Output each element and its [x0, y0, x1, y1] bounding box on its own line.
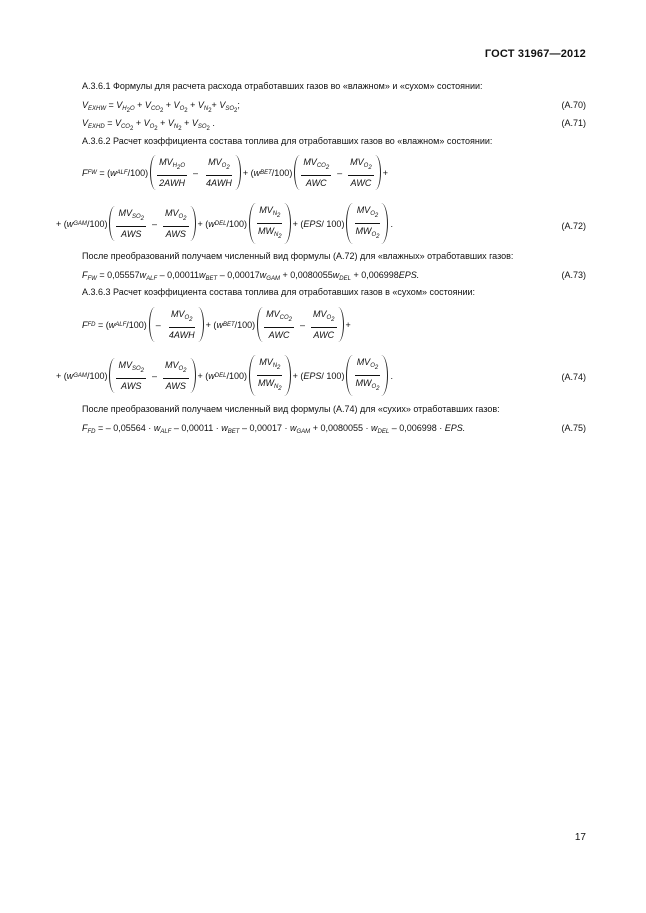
- equation-number-a75: (А.75): [561, 423, 586, 433]
- equation-number-a74: (А.74): [561, 372, 586, 382]
- formula-a74-line1: F FD = ( w ALF /100) – $\frac{MV_{O_2}}{\text{4AWH}}$ + ( w BET /100) $\frac{MV_{CO_2}}{\text{AWC}}$ – $\frac{MV_{O_2}}{\text{AWC}}$ +: [82, 309, 351, 340]
- equation-number-a71: (А.71): [561, 118, 586, 128]
- formula-a74-line2: + ( w GAM /100) $\frac{MV_{SO_2}}{\text{AWS}}$ – $\frac{MV_{O_2}}{\text{AWS}}$ + ( w DEL /100) $\frac{MV_{N_2}}{MW_{N_2}}$ + ( EPS / 100) $\frac{MV_{O_2}}{MW_{O_2}}$ .: [56, 355, 393, 396]
- formula-a71: $V_{EXHD} = V_{CO_2} + V_{O_2} + V_{N_2} + V_{SO_2}$ .: [82, 118, 215, 132]
- paragraph-a74-result: После преобразований получаем численный вид формулы (А.74) для «сухих» отработавших газов:: [82, 404, 500, 414]
- equation-number-a70: (А.70): [561, 100, 586, 110]
- formula-a73: $F_{FW} = 0,05557w_{ALF} - 0,00011w_{BET} - 0,00017w_{GAM} + 0,0080055w_{DEL} + 0,006998EPS$.: [82, 270, 420, 282]
- formula-a72-line2: + ( w GAM /100) $\frac{MV_{SO_2}}{\text{AWS}}$ – $\frac{MV_{O_2}}{\text{AWS}}$ + ( w DEL /100) $\frac{MV_{N_2}}{MW_{N_2}}$ + ( EPS / 100) $\frac{MV_{O_2}}{MW_{O_2}}$ .: [56, 203, 393, 244]
- paragraph-a363: А.3.6.3 Расчет коэффициента состава топлива для отработавших газов в «сухом» состоянии:: [82, 287, 476, 297]
- formula-a72-line1: F FW = ( w ALF /100) $\frac{MV_{H_2O}}{\text{2AWH}}$ – $\frac{MV_{O_2}}{\text{4AWH}}$ + ( w BET /100) $\frac{MV_{CO_2}}{\text{AWC}}$ – $\frac{MV_{O_2}}{\text{AWC}}$ +: [82, 157, 388, 188]
- formula-a70: $V_{EXHW} = V_{H_2O} + V_{CO_2} + V_{O_2} + V_{N_2}+ V_{SO_2}$;: [82, 100, 240, 114]
- equation-number-a73: (А.73): [561, 270, 586, 280]
- page-number: 17: [574, 832, 586, 843]
- formula-a75: $F_{FD}$ = – $0,05564 \cdot w_{ALF} - 0,00011 \cdot w_{BET} - 0,00017 \cdot w_{GAM} + 0,0080055 \cdot w_{DEL} - 0,006998$ · EPS.: [82, 423, 466, 435]
- paragraph-a362: А.3.6.2 Расчет коэффициента состава топлива для отработавших газов во «влажном» состоянии:: [82, 136, 493, 146]
- document-header: ГОСТ 31967—2012: [484, 48, 586, 60]
- equation-number-a72: (А.72): [561, 221, 586, 231]
- paragraph-a361: А.3.6.1 Формулы для расчета расхода отработавших газов во «влажном» и «сухом» состоянии:: [82, 81, 483, 91]
- paragraph-a72-result: После преобразований получаем численный вид формулы (А.72) для «влажных» отработавших газов:: [82, 251, 514, 261]
